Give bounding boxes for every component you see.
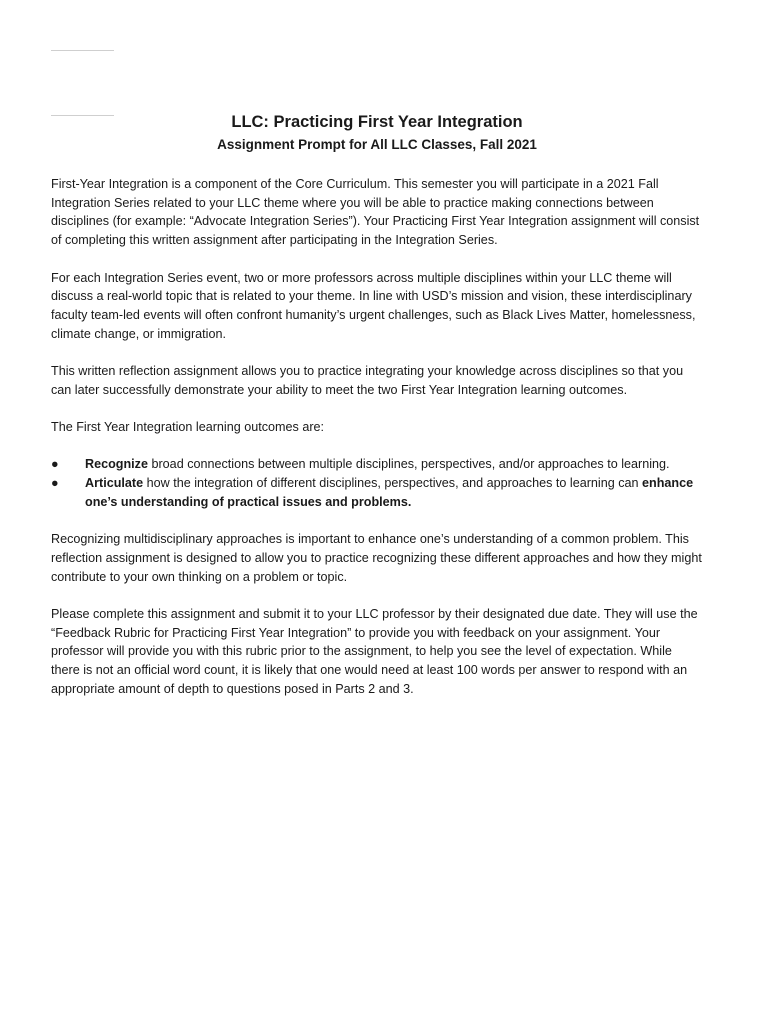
- outcomes-list: [51, 455, 703, 511]
- outcome-text: broad connections between multiple disciplines, perspectives, and/or approaches to learning.: [147, 457, 670, 472]
- document-body: [51, 175, 703, 717]
- paragraph-submission: Please complete this assignment and submit it to your LLC professor by their designated due date. They will use the “Feedback Rubric for Practicing First Year Integration” to provide you with feedback on your assignment. Your professor will provide you with this rubric prior to the assignment, to help you see the level of expectation. While there is not an official word count, it is likely that one would need at least 100 words per answer to respond with an appropriate amount of depth to questions posed in Parts 2 and 3.: [51, 607, 698, 696]
- outcome-text: how the integration of different disciplines, perspectives, and approaches to learning can: [143, 476, 643, 491]
- paragraph-multidisciplinary: Recognizing multidisciplinary approaches is important to enhance one’s understanding of a common problem. This reflection assignment is designed to allow you to practice recognizing these different approaches and how they might contribute to your own thinking on a problem or topic.: [51, 532, 702, 584]
- outcome-keyword: Articulate: [85, 476, 144, 491]
- paragraph-intro: First-Year Integration is a component of the Core Curriculum. This semester you will participate in a 2021 Fall Integration Series related to your LLC theme where you will be able to practice making connections between disciplines (for example: “Advocate Integration Series”). Your Practicing First Year Integration assignment will consist of completing this written assignment after participating in the Integration Series.: [51, 177, 700, 248]
- paragraph-outcomes-lead: The First Year Integration learning outcomes are:: [51, 420, 325, 435]
- bullet-icon: ●: [51, 476, 59, 491]
- document-title: LLC: Practicing First Year Integration: [231, 113, 523, 131]
- list-item: [51, 474, 703, 511]
- header-rule: [51, 50, 114, 51]
- bullet-icon: ●: [51, 457, 59, 472]
- paragraph-events: For each Integration Series event, two or more professors across multiple disciplines within your LLC theme will discuss a real-world topic that is related to your theme. In line with USD’s mission and vision, these interdisciplinary faculty team-led events will often confront humanity’s urgent challenges, such as Black Lives Matter, homelessness, climate change, or immigration.: [51, 270, 696, 341]
- document-subtitle: Assignment Prompt for All LLC Classes, Fall 2021: [217, 137, 537, 152]
- outcome-keyword: Recognize: [85, 457, 148, 472]
- paragraph-reflection: This written reflection assignment allows you to practice integrating your knowledge across disciplines so that you can later successfully demonstrate your ability to meet the two First Year Integration learning outcomes.: [51, 364, 684, 397]
- outcome-emphasis: enhance one’s understanding of practical issues and problems.: [85, 476, 694, 509]
- list-item: [51, 455, 703, 474]
